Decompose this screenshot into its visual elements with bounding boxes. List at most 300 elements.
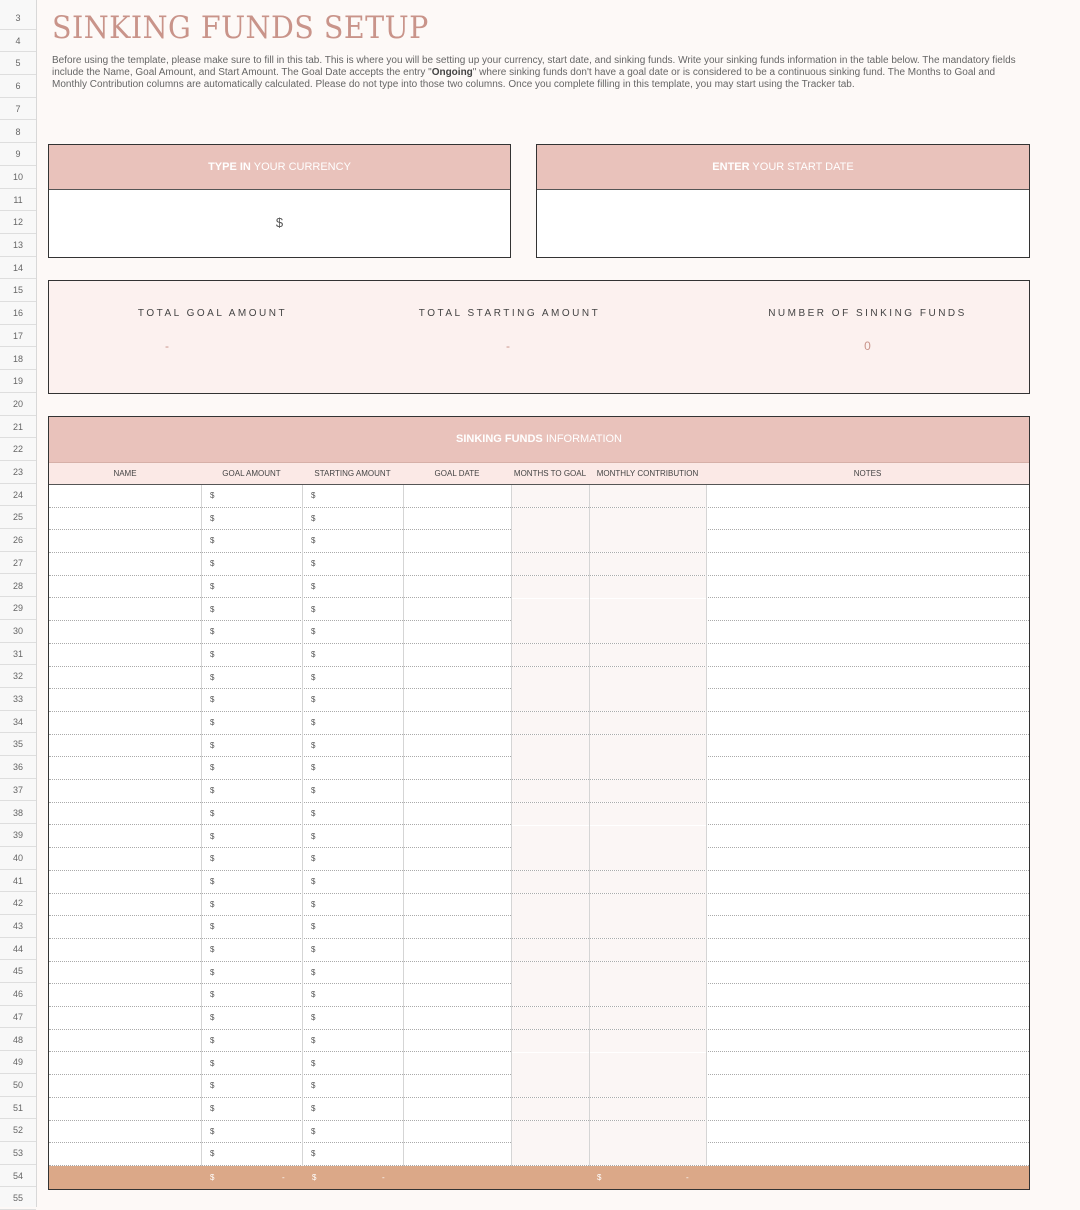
table-row	[49, 576, 1029, 599]
row-number[interactable]: 10	[0, 166, 36, 189]
cell-goal-amount[interactable]: $	[210, 1103, 215, 1113]
table-row	[49, 1121, 1029, 1144]
page-title: SINKING FUNDS SETUP	[52, 10, 429, 46]
cell-goal-date[interactable]	[403, 644, 511, 666]
cell-starting-amount[interactable]: $	[311, 536, 316, 546]
totals-starting-symbol: $	[312, 1173, 317, 1182]
table-row	[49, 485, 1029, 508]
cell-name[interactable]	[49, 939, 201, 961]
row-number[interactable]: 38	[0, 802, 36, 825]
cell-months-to-goal	[511, 667, 589, 689]
total-goal-cell	[49, 281, 376, 393]
cell-starting-amount[interactable]: $	[311, 808, 316, 818]
row-number[interactable]: 4	[0, 30, 36, 53]
start-date-box-header	[537, 145, 1029, 190]
cell-goal-amount[interactable]: $	[210, 672, 215, 682]
cell-months-to-goal	[511, 871, 589, 893]
table-row	[49, 826, 1029, 849]
currency-label-rest: YOUR CURRENCY	[250, 161, 351, 173]
cell-starting-amount[interactable]: $	[311, 627, 316, 637]
row-number[interactable]: 35	[0, 733, 36, 756]
cell-goal-date[interactable]	[403, 1053, 511, 1075]
cell-monthly-contribution	[589, 894, 706, 916]
cell-name[interactable]	[49, 576, 201, 598]
cell-months-to-goal	[511, 1053, 589, 1075]
cell-name[interactable]	[49, 1030, 201, 1052]
total-goal-value: -	[165, 339, 169, 353]
row-number[interactable]: 46	[0, 983, 36, 1006]
cell-goal-date[interactable]	[403, 689, 511, 711]
cell-goal-amount[interactable]: $	[210, 1035, 215, 1045]
start-date-label-bold: ENTER	[712, 161, 750, 173]
cell-goal-amount[interactable]: $	[210, 1013, 215, 1023]
table-title-bar	[49, 417, 1029, 462]
cell-goal-date[interactable]	[403, 916, 511, 938]
cell-goal-date[interactable]	[403, 667, 511, 689]
cell-name[interactable]	[49, 1053, 201, 1075]
table-row	[49, 644, 1029, 667]
cell-months-to-goal	[511, 757, 589, 779]
cell-notes[interactable]	[706, 1075, 1029, 1097]
table-row	[49, 780, 1029, 803]
fund-count-label: NUMBER OF SINKING FUNDS	[768, 308, 967, 319]
row-number[interactable]: 29	[0, 597, 36, 620]
cell-months-to-goal	[511, 1030, 589, 1052]
cell-goal-amount[interactable]: $	[210, 1081, 215, 1091]
column-header-goal-amount: GOAL AMOUNT	[222, 469, 281, 478]
cell-starting-amount[interactable]: $	[311, 718, 316, 727]
cell-goal-amount[interactable]: $	[210, 604, 215, 614]
cell-starting-amount[interactable]: $	[311, 581, 316, 591]
row-number[interactable]: 23	[0, 461, 36, 484]
cell-name[interactable]	[49, 1075, 201, 1097]
row-number[interactable]: 5	[0, 52, 36, 75]
column-divider	[589, 485, 590, 1166]
cell-goal-date[interactable]	[403, 508, 511, 530]
cell-notes[interactable]	[706, 916, 1029, 938]
cell-name[interactable]	[49, 1098, 201, 1120]
cell-goal-amount[interactable]: $	[210, 513, 215, 523]
currency-box-header	[49, 145, 510, 190]
cell-starting-amount[interactable]: $	[311, 1103, 316, 1113]
fund-count-value: 0	[864, 339, 871, 353]
cell-goal-amount[interactable]: $	[210, 990, 215, 1000]
cell-goal-date[interactable]	[403, 848, 511, 870]
cell-name[interactable]	[49, 1143, 201, 1165]
cell-goal-date[interactable]	[403, 826, 511, 848]
row-number[interactable]: 21	[0, 416, 36, 439]
row-number[interactable]: 15	[0, 279, 36, 302]
cell-starting-amount[interactable]: $	[311, 649, 316, 659]
row-number[interactable]: 22	[0, 438, 36, 461]
cell-starting-amount[interactable]: $	[311, 854, 316, 864]
cell-notes[interactable]	[706, 803, 1029, 825]
cell-notes[interactable]	[706, 984, 1029, 1006]
cell-name[interactable]	[49, 508, 201, 530]
cell-goal-amount[interactable]: $	[210, 718, 215, 727]
cell-name[interactable]	[49, 644, 201, 666]
row-number[interactable]: 37	[0, 779, 36, 802]
cell-monthly-contribution	[589, 916, 706, 938]
cell-monthly-contribution	[589, 485, 706, 507]
cell-name[interactable]	[49, 848, 201, 870]
table-row	[49, 553, 1029, 576]
row-number[interactable]: 18	[0, 348, 36, 371]
cell-monthly-contribution	[589, 803, 706, 825]
cell-notes[interactable]	[706, 553, 1029, 575]
cell-goal-amount[interactable]: $	[210, 945, 215, 954]
cell-name[interactable]	[49, 1121, 201, 1143]
cell-starting-amount[interactable]: $	[311, 559, 316, 569]
cell-name[interactable]	[49, 621, 201, 643]
cell-months-to-goal	[511, 1075, 589, 1097]
row-number[interactable]: 45	[0, 960, 36, 983]
cell-goal-date[interactable]	[403, 530, 511, 552]
cell-notes[interactable]	[706, 1121, 1029, 1143]
totals-panel	[48, 280, 1030, 394]
cell-notes[interactable]	[706, 644, 1029, 666]
table-row	[49, 1053, 1029, 1076]
cell-name[interactable]	[49, 735, 201, 757]
table-column-headers	[49, 462, 1029, 485]
cell-starting-amount[interactable]: $	[311, 1035, 316, 1045]
cell-goal-date[interactable]	[403, 1098, 511, 1120]
cell-starting-amount[interactable]: $	[311, 922, 316, 932]
row-number[interactable]: 41	[0, 870, 36, 893]
row-number[interactable]: 30	[0, 620, 36, 643]
cell-notes[interactable]	[706, 712, 1029, 734]
intro-part-2: " where sinking funds don't have a goal date or is considered to be a continuous sinking fund. The Months to Goal and Monthly Contribution columns are automatically calculated. Please do not type into those two columns. Once you complete filling in this template, you may start using the Tracker tab.	[52, 67, 996, 90]
cell-months-to-goal	[511, 689, 589, 711]
column-divider	[511, 485, 512, 1166]
cell-goal-date[interactable]	[403, 576, 511, 598]
row-number[interactable]: 32	[0, 665, 36, 688]
cell-months-to-goal	[511, 712, 589, 734]
total-starting-label: TOTAL STARTING AMOUNT	[418, 308, 601, 319]
cell-months-to-goal	[511, 803, 589, 825]
cell-goal-amount[interactable]: $	[210, 786, 215, 796]
cell-monthly-contribution	[589, 780, 706, 802]
row-number[interactable]: 52	[0, 1119, 36, 1142]
cell-name[interactable]	[49, 871, 201, 893]
row-number[interactable]: 9	[0, 143, 36, 166]
row-number[interactable]: 24	[0, 484, 36, 507]
row-number[interactable]: 7	[0, 98, 36, 121]
row-number[interactable]: 47	[0, 1006, 36, 1029]
row-number[interactable]: 28	[0, 575, 36, 598]
cell-goal-amount[interactable]: $	[210, 808, 215, 818]
cell-starting-amount[interactable]: $	[311, 1081, 316, 1091]
cell-months-to-goal	[511, 894, 589, 916]
cell-name[interactable]	[49, 712, 201, 734]
row-number[interactable]: 50	[0, 1074, 36, 1097]
cell-starting-amount[interactable]: $	[311, 831, 316, 841]
row-number[interactable]: 48	[0, 1029, 36, 1052]
column-header-name: NAME	[113, 469, 137, 478]
cell-starting-amount[interactable]: $	[311, 491, 316, 500]
cell-months-to-goal	[511, 848, 589, 870]
cell-goal-date[interactable]	[403, 485, 511, 507]
cell-notes[interactable]	[706, 894, 1029, 916]
cell-notes[interactable]	[706, 689, 1029, 711]
cell-goal-date[interactable]	[403, 712, 511, 734]
cell-notes[interactable]	[706, 939, 1029, 961]
row-number[interactable]: 44	[0, 938, 36, 961]
cell-monthly-contribution	[589, 1007, 706, 1029]
cell-notes[interactable]	[706, 485, 1029, 507]
totals-starting-value: -	[382, 1173, 385, 1182]
cell-months-to-goal	[511, 621, 589, 643]
cell-starting-amount[interactable]: $	[311, 967, 316, 977]
row-number[interactable]: 26	[0, 529, 36, 552]
cell-notes[interactable]	[706, 530, 1029, 552]
intro-part-1: Before using the template, please make sure to fill in this tab. This is where you will be setting up your currency, start date, and sinking funds. Write your sinking funds information in the table below. The mandatory fields include the Name, Goal Amount, and Start Amount. The Goal Date accepts the entry "	[52, 55, 1016, 78]
cell-starting-amount[interactable]: $	[311, 1149, 316, 1159]
cell-notes[interactable]	[706, 871, 1029, 893]
cell-goal-date[interactable]	[403, 553, 511, 575]
cell-starting-amount[interactable]: $	[311, 763, 316, 773]
cell-name[interactable]	[49, 599, 201, 621]
table-title-bold: SINKING FUNDS	[455, 433, 543, 445]
cell-goal-amount[interactable]: $	[210, 831, 215, 841]
cell-goal-date[interactable]	[403, 1030, 511, 1052]
cell-goal-amount[interactable]: $	[210, 695, 215, 705]
row-number[interactable]: 14	[0, 257, 36, 280]
cell-goal-amount[interactable]: $	[210, 649, 215, 659]
cell-goal-date[interactable]	[403, 599, 511, 621]
currency-input[interactable]: $	[275, 215, 284, 230]
cell-goal-amount[interactable]: $	[210, 559, 215, 569]
cell-notes[interactable]	[706, 780, 1029, 802]
cell-monthly-contribution	[589, 735, 706, 757]
cell-name[interactable]	[49, 1007, 201, 1029]
cell-notes[interactable]	[706, 621, 1029, 643]
row-number[interactable]: 25	[0, 506, 36, 529]
row-number[interactable]: 36	[0, 756, 36, 779]
cell-starting-amount[interactable]: $	[311, 945, 316, 954]
cell-goal-amount[interactable]: $	[210, 536, 215, 546]
cell-starting-amount[interactable]: $	[311, 740, 316, 750]
row-number[interactable]: 27	[0, 552, 36, 575]
column-divider	[302, 485, 303, 1166]
cell-starting-amount[interactable]: $	[311, 1013, 316, 1023]
cell-months-to-goal	[511, 1143, 589, 1165]
cell-months-to-goal	[511, 735, 589, 757]
cell-goal-amount[interactable]: $	[210, 854, 215, 864]
cell-starting-amount[interactable]: $	[311, 990, 316, 1000]
table-row	[49, 712, 1029, 735]
table-row	[49, 939, 1029, 962]
cell-goal-amount[interactable]: $	[210, 581, 215, 591]
cell-months-to-goal	[511, 916, 589, 938]
cell-name[interactable]	[49, 826, 201, 848]
cell-goal-date[interactable]	[403, 984, 511, 1006]
table-row	[49, 984, 1029, 1007]
sinking-funds-table	[48, 416, 1030, 1190]
row-number[interactable]: 11	[0, 189, 36, 212]
cell-name[interactable]	[49, 667, 201, 689]
row-number[interactable]: 40	[0, 847, 36, 870]
cell-monthly-contribution	[589, 984, 706, 1006]
row-number[interactable]: 55	[0, 1187, 36, 1210]
cell-starting-amount[interactable]: $	[311, 899, 316, 909]
row-number[interactable]: 49	[0, 1051, 36, 1074]
cell-goal-amount[interactable]: $	[210, 1126, 215, 1136]
total-starting-value: -	[506, 339, 510, 353]
column-header-goal-date: GOAL DATE	[434, 469, 480, 478]
cell-monthly-contribution	[589, 508, 706, 530]
cell-monthly-contribution	[589, 1121, 706, 1143]
cell-name[interactable]	[49, 757, 201, 779]
cell-goal-date[interactable]	[403, 735, 511, 757]
cell-goal-amount[interactable]: $	[210, 763, 215, 773]
cell-notes[interactable]	[706, 1030, 1029, 1052]
cell-goal-date[interactable]	[403, 1007, 511, 1029]
table-row	[49, 1143, 1029, 1166]
cell-name[interactable]	[49, 894, 201, 916]
cell-monthly-contribution	[589, 621, 706, 643]
cell-notes[interactable]	[706, 1098, 1029, 1120]
cell-goal-date[interactable]	[403, 780, 511, 802]
row-number[interactable]: 54	[0, 1165, 36, 1188]
cell-goal-date[interactable]	[403, 1075, 511, 1097]
cell-name[interactable]	[49, 485, 201, 507]
cell-goal-date[interactable]	[403, 621, 511, 643]
cell-goal-amount[interactable]: $	[210, 899, 215, 909]
cell-notes[interactable]	[706, 667, 1029, 689]
cell-goal-amount[interactable]: $	[210, 922, 215, 932]
cell-goal-amount[interactable]: $	[210, 740, 215, 750]
table-row	[49, 848, 1029, 871]
table-row	[49, 1098, 1029, 1121]
cell-goal-date[interactable]	[403, 757, 511, 779]
start-date-label-rest: YOUR START DATE	[749, 161, 854, 173]
row-number[interactable]: 16	[0, 302, 36, 325]
column-header-months-to-goal: MONTHS TO GOAL	[513, 469, 587, 478]
table-row	[49, 962, 1029, 985]
cell-goal-date[interactable]	[403, 962, 511, 984]
cell-monthly-contribution	[589, 689, 706, 711]
row-number[interactable]: 8	[0, 121, 36, 144]
row-number[interactable]: 53	[0, 1142, 36, 1165]
totals-monthly-symbol: $	[597, 1173, 602, 1182]
cell-starting-amount[interactable]: $	[311, 695, 316, 705]
cell-starting-amount[interactable]: $	[311, 1126, 316, 1136]
cell-name[interactable]	[49, 916, 201, 938]
cell-monthly-contribution	[589, 962, 706, 984]
cell-goal-date[interactable]	[403, 803, 511, 825]
cell-name[interactable]	[49, 962, 201, 984]
cell-notes[interactable]	[706, 508, 1029, 530]
row-number[interactable]: 39	[0, 824, 36, 847]
cell-notes[interactable]	[706, 735, 1029, 757]
row-number[interactable]: 33	[0, 688, 36, 711]
cell-name[interactable]	[49, 530, 201, 552]
table-title-rest: INFORMATION	[542, 433, 622, 445]
row-number[interactable]: 34	[0, 711, 36, 734]
cell-notes[interactable]	[706, 1007, 1029, 1029]
cell-goal-amount[interactable]: $	[210, 967, 215, 977]
row-number[interactable]: 6	[0, 75, 36, 98]
row-number[interactable]: 42	[0, 892, 36, 915]
table-row	[49, 1075, 1029, 1098]
cell-goal-amount[interactable]: $	[210, 876, 215, 886]
table-row	[49, 508, 1029, 531]
cell-notes[interactable]	[706, 599, 1029, 621]
cell-goal-amount[interactable]: $	[210, 1058, 215, 1068]
cell-name[interactable]	[49, 984, 201, 1006]
currency-label-bold: TYPE IN	[208, 161, 251, 173]
cell-notes[interactable]	[706, 757, 1029, 779]
cell-notes[interactable]	[706, 1053, 1029, 1075]
row-number[interactable]: 3	[0, 7, 36, 30]
cell-monthly-contribution	[589, 644, 706, 666]
cell-monthly-contribution	[589, 599, 706, 621]
row-number[interactable]: 43	[0, 915, 36, 938]
cell-goal-date[interactable]	[403, 1121, 511, 1143]
cell-notes[interactable]	[706, 1143, 1029, 1165]
cell-months-to-goal	[511, 962, 589, 984]
cell-months-to-goal	[511, 984, 589, 1006]
row-number[interactable]: 17	[0, 325, 36, 348]
cell-starting-amount[interactable]: $	[311, 604, 316, 614]
table-row	[49, 757, 1029, 780]
cell-months-to-goal	[511, 576, 589, 598]
cell-name[interactable]	[49, 780, 201, 802]
cell-starting-amount[interactable]: $	[311, 1058, 316, 1068]
cell-starting-amount[interactable]: $	[311, 786, 316, 796]
cell-goal-date[interactable]	[403, 1143, 511, 1165]
cell-goal-amount[interactable]: $	[210, 1149, 215, 1159]
table-row	[49, 599, 1029, 622]
cell-goal-date[interactable]	[403, 871, 511, 893]
cell-notes[interactable]	[706, 576, 1029, 598]
table-row	[49, 735, 1029, 758]
table-row	[49, 621, 1029, 644]
cell-monthly-contribution	[589, 712, 706, 734]
cell-goal-date[interactable]	[403, 939, 511, 961]
cell-starting-amount[interactable]: $	[311, 672, 316, 682]
cell-months-to-goal	[511, 1098, 589, 1120]
row-number[interactable]: 31	[0, 643, 36, 666]
total-goal-label: TOTAL GOAL AMOUNT	[137, 308, 288, 319]
cell-months-to-goal	[511, 553, 589, 575]
cell-name[interactable]	[49, 689, 201, 711]
cell-monthly-contribution	[589, 553, 706, 575]
cell-name[interactable]	[49, 553, 201, 575]
cell-goal-amount[interactable]: $	[210, 491, 215, 500]
cell-monthly-contribution	[589, 1075, 706, 1097]
cell-starting-amount[interactable]: $	[311, 513, 316, 523]
cell-goal-date[interactable]	[403, 894, 511, 916]
cell-monthly-contribution	[589, 871, 706, 893]
row-number[interactable]: 12	[0, 211, 36, 234]
intro-emphasis: Ongoing	[431, 67, 473, 78]
cell-notes[interactable]	[706, 962, 1029, 984]
cell-goal-amount[interactable]: $	[210, 627, 215, 637]
row-number[interactable]: 19	[0, 370, 36, 393]
table-row	[49, 689, 1029, 712]
cell-name[interactable]	[49, 803, 201, 825]
row-number[interactable]: 13	[0, 234, 36, 257]
table-totals-row	[49, 1166, 1029, 1189]
row-number[interactable]: 51	[0, 1097, 36, 1120]
fund-count-cell	[704, 281, 1031, 393]
cell-notes[interactable]	[706, 848, 1029, 870]
cell-notes[interactable]	[706, 826, 1029, 848]
cell-starting-amount[interactable]: $	[311, 876, 316, 886]
row-number[interactable]: 20	[0, 393, 36, 416]
